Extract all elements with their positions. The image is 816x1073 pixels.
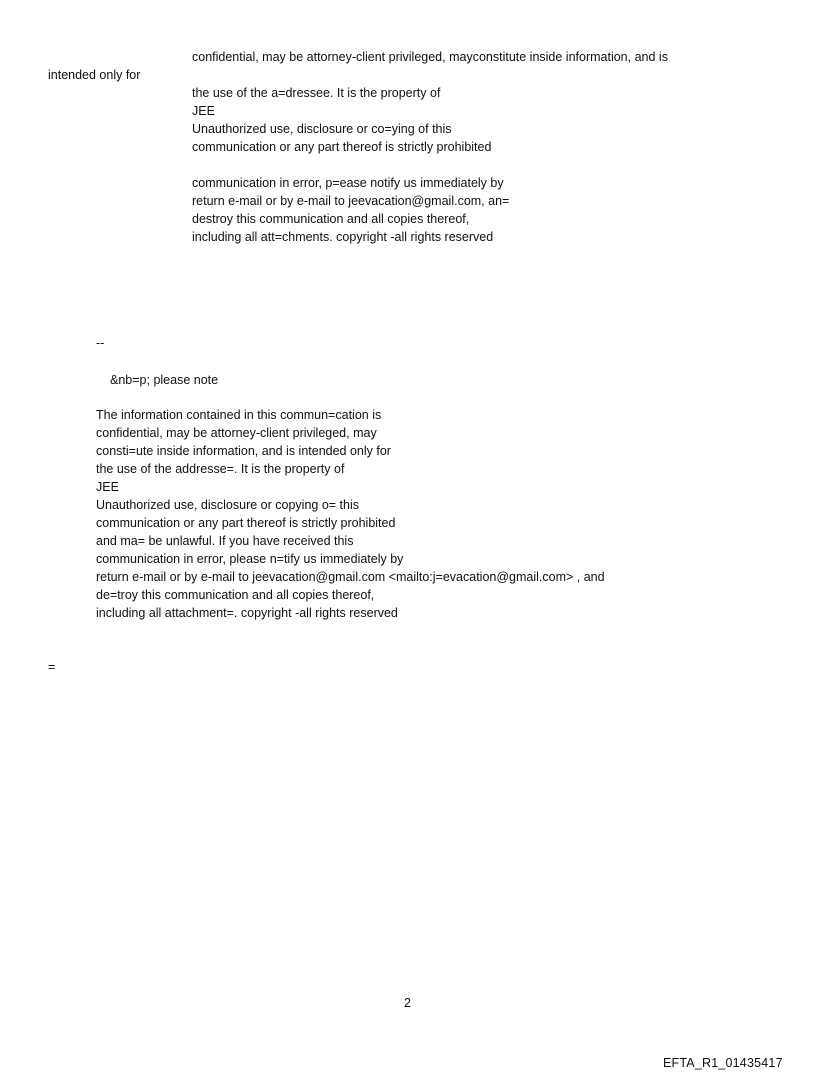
block2-line-7: communication or any part thereof is strictly prohibited (96, 516, 396, 530)
block2-line-4: the use of the addresse=. It is the property of (96, 462, 345, 476)
block2-line-12: including all attachment=. copyright -all rights reserved (96, 606, 398, 620)
block2-line-2: confidential, may be attorney-client privileged, may (96, 426, 377, 440)
block1-line-9: destroy this communication and all copies thereof, (192, 212, 470, 226)
block1-line-8: return e-mail or by e-mail to jeevacation@gmail.com, an= (192, 194, 510, 208)
block2-line-1: The information contained in this commun=cation is (96, 408, 382, 422)
block2-line-9: communication in error, please n=tify us immediately by (96, 552, 404, 566)
block2-line-8: and ma= be unlawful. If you have received this (96, 534, 354, 548)
block1-line-7: communication in error, p=ease notify us immediately by (192, 176, 504, 190)
block2-line-6: Unauthorized use, disclosure or copying o= this (96, 498, 359, 512)
block1-line-5: Unauthorized use, disclosure or co=ying of this (192, 122, 452, 136)
block1-line-10: including all att=chments. copyright -all rights reserved (192, 230, 494, 244)
block2-line-11: de=troy this communication and all copies thereof, (96, 588, 375, 602)
block1-line-1: confidential, may be attorney-client privileged, mayconstitute inside information, and is (192, 50, 668, 64)
separator-dashes: -- (96, 336, 105, 350)
block1-line-4: JEE (192, 104, 215, 118)
block1-line-3: the use of the a=dressee. It is the property of (192, 86, 441, 100)
document-id: EFTA_R1_01435417 (663, 1056, 783, 1070)
block2-line-5: JEE (96, 480, 119, 494)
please-note-line: &nb=p; please note (110, 373, 219, 387)
block1-line-2: intended only for (48, 68, 141, 82)
equals-mark: = (48, 660, 56, 674)
block1-line-6: communication or any part thereof is strictly prohibited (192, 140, 492, 154)
block2-line-3: consti=ute inside information, and is intended only for (96, 444, 391, 458)
block2-line-10: return e-mail or by e-mail to jeevacation@gmail.com <mailto:j=evacation@gmail.com> , and (96, 570, 605, 584)
page-number: 2 (404, 996, 411, 1010)
